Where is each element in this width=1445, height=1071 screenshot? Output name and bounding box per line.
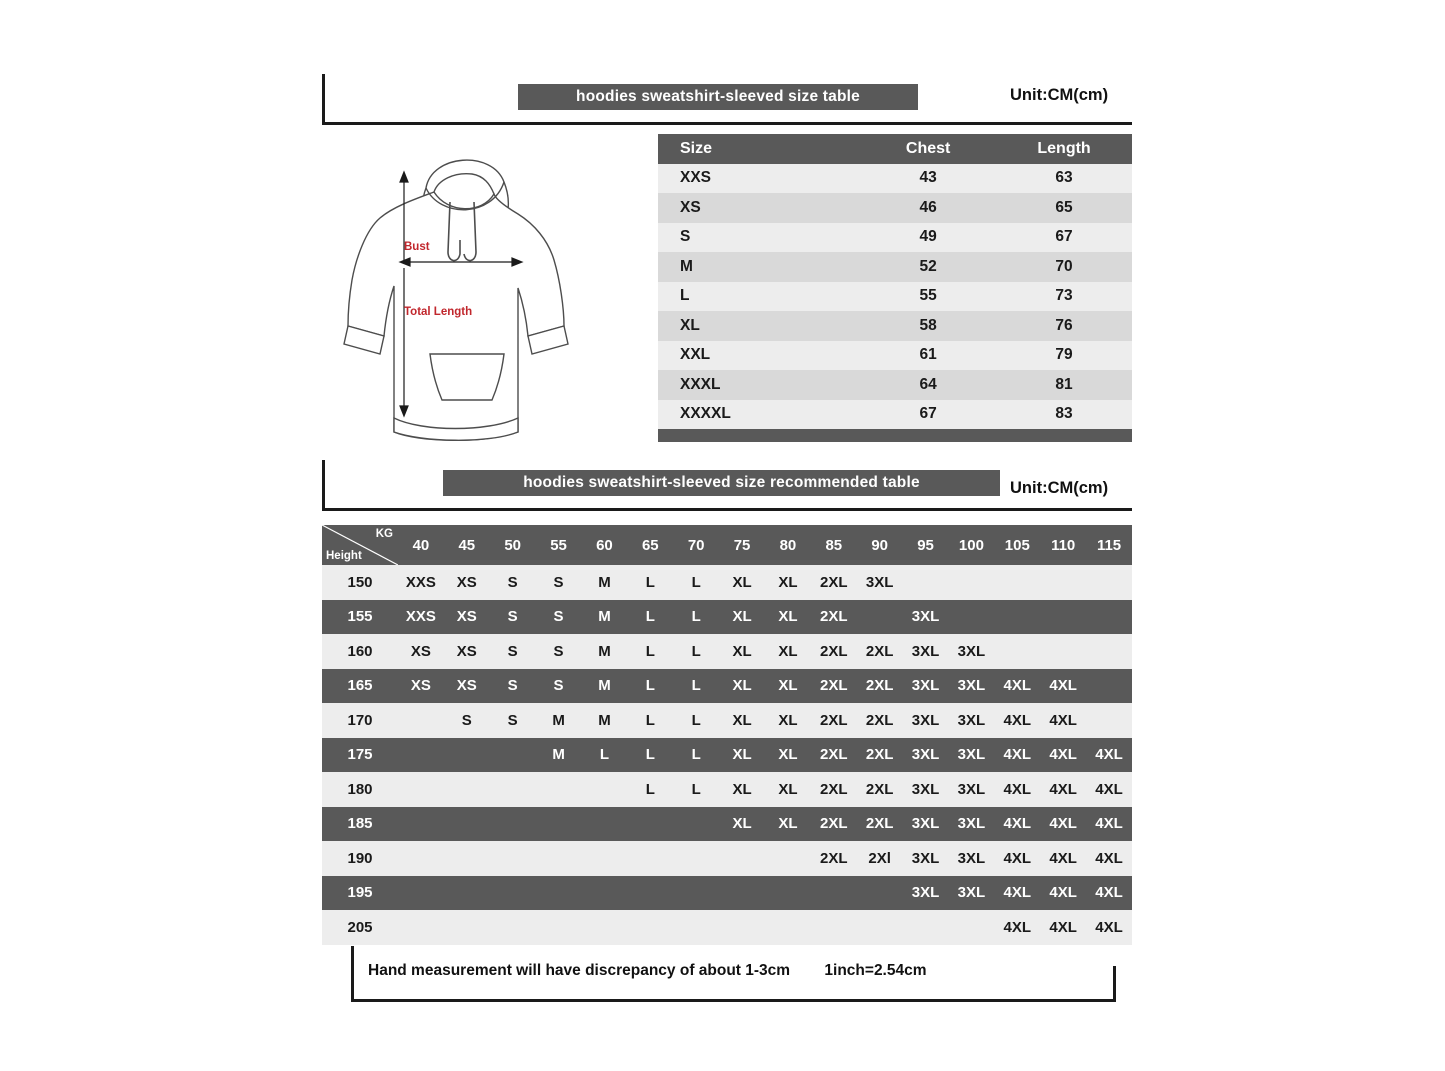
rec-cell: 4XL — [994, 738, 1040, 773]
rec-cell: 2XL — [811, 669, 857, 704]
height-label: 175 — [322, 738, 398, 773]
rec-cell — [673, 841, 719, 876]
cell-chest: 43 — [860, 164, 996, 194]
rec-cell — [444, 910, 490, 945]
rec-cell: 2XL — [811, 634, 857, 669]
rec-cell — [398, 910, 444, 945]
footer-note-text: Hand measurement will have discrepancy of about 1-3cm — [368, 962, 791, 979]
rec-cell — [444, 772, 490, 807]
rec-cell: XL — [719, 669, 765, 704]
table-row — [658, 311, 1132, 341]
rec-cell: L — [627, 772, 673, 807]
rec-cell: M — [582, 600, 628, 635]
table-row — [322, 738, 1132, 773]
size-table-footer-bar — [658, 429, 1132, 442]
rec-cell — [582, 841, 628, 876]
cell-length: 76 — [996, 311, 1132, 341]
rec-cell: XL — [719, 703, 765, 738]
rec-cell: 2XL — [857, 703, 903, 738]
rec-cell — [719, 876, 765, 911]
rec-cell — [490, 841, 536, 876]
cell-length: 79 — [996, 341, 1132, 371]
table-row — [322, 772, 1132, 807]
weight-header-60: 60 — [582, 525, 628, 565]
weight-header-90: 90 — [857, 525, 903, 565]
table-row — [322, 807, 1132, 842]
rec-cell: 3XL — [903, 738, 949, 773]
rec-cell: XS — [398, 669, 444, 704]
rec-cell: 4XL — [1086, 772, 1132, 807]
height-label: 170 — [322, 703, 398, 738]
rec-cell: S — [444, 703, 490, 738]
rec-cell: 3XL — [903, 634, 949, 669]
cell-length: 67 — [996, 223, 1132, 253]
rec-cell: 3XL — [903, 703, 949, 738]
rec-cell: 2XL — [811, 807, 857, 842]
cell-size: S — [658, 223, 860, 253]
cell-chest: 64 — [860, 370, 996, 400]
height-label: 195 — [322, 876, 398, 911]
rec-cell — [994, 600, 1040, 635]
rec-cell — [490, 807, 536, 842]
cell-length: 63 — [996, 164, 1132, 194]
rec-cell — [903, 910, 949, 945]
rec-cell — [582, 910, 628, 945]
cell-chest: 46 — [860, 193, 996, 223]
rec-cell: 4XL — [1086, 876, 1132, 911]
rec-cell — [811, 910, 857, 945]
rec-cell: 4XL — [1040, 807, 1086, 842]
rec-cell: XS — [444, 634, 490, 669]
cell-length: 65 — [996, 193, 1132, 223]
rec-divider — [322, 508, 1132, 511]
rec-cell — [857, 600, 903, 635]
weight-header-80: 80 — [765, 525, 811, 565]
rec-cell: S — [536, 600, 582, 635]
rec-cell: XL — [765, 565, 811, 600]
rec-cell: 4XL — [994, 669, 1040, 704]
table-row — [658, 341, 1132, 371]
weight-header-105: 105 — [994, 525, 1040, 565]
rec-cell: M — [536, 738, 582, 773]
col-length: Length — [996, 134, 1132, 164]
rec-cell: L — [673, 669, 719, 704]
rec-cell — [490, 772, 536, 807]
cell-chest: 61 — [860, 341, 996, 371]
cell-size: XXXXL — [658, 400, 860, 430]
rec-cell — [857, 876, 903, 911]
rec-cell: S — [536, 634, 582, 669]
footer-divider — [351, 999, 1116, 1002]
rec-cell: 3XL — [949, 703, 995, 738]
rec-cell: M — [582, 669, 628, 704]
rec-cell: 3XL — [903, 876, 949, 911]
rec-cell: 4XL — [1040, 910, 1086, 945]
rec-cell: S — [536, 565, 582, 600]
rec-cell — [490, 876, 536, 911]
rec-cell: 4XL — [1040, 841, 1086, 876]
top-divider — [322, 122, 1132, 125]
rec-cell — [719, 841, 765, 876]
size-table-header-row — [658, 134, 1132, 164]
rec-cell — [765, 910, 811, 945]
weight-header-100: 100 — [949, 525, 995, 565]
table-row — [322, 703, 1132, 738]
weight-header-75: 75 — [719, 525, 765, 565]
rec-cell: XS — [398, 634, 444, 669]
rec-cell: S — [490, 703, 536, 738]
rec-cell: XL — [765, 738, 811, 773]
table-row — [658, 370, 1132, 400]
rec-cell: 4XL — [994, 807, 1040, 842]
height-label: 190 — [322, 841, 398, 876]
rec-cell — [398, 876, 444, 911]
rec-cell — [398, 703, 444, 738]
rec-cell — [444, 807, 490, 842]
table-row — [658, 400, 1132, 430]
rec-left-bracket — [322, 460, 325, 511]
footer-bar-cell — [658, 429, 1132, 442]
rec-cell: 3XL — [949, 634, 995, 669]
height-label: 155 — [322, 600, 398, 635]
rec-cell — [673, 910, 719, 945]
rec-cell — [1040, 600, 1086, 635]
total-length-label: Total Length — [404, 306, 473, 318]
rec-cell: 2XL — [811, 772, 857, 807]
rec-table-unit-label: Unit:CM(cm) — [1010, 479, 1109, 497]
rec-cell: 2XL — [857, 738, 903, 773]
rec-cell: 4XL — [1040, 738, 1086, 773]
cell-size: M — [658, 252, 860, 282]
rec-cell — [536, 910, 582, 945]
rec-cell: XL — [719, 600, 765, 635]
table-row — [658, 223, 1132, 253]
rec-cell: 3XL — [903, 772, 949, 807]
rec-cell — [398, 772, 444, 807]
rec-cell — [582, 876, 628, 911]
top-left-bracket — [322, 74, 325, 125]
rec-cell — [765, 841, 811, 876]
rec-cell: M — [582, 634, 628, 669]
weight-header-55: 55 — [536, 525, 582, 565]
rec-cell: S — [490, 634, 536, 669]
rec-cell: 2XL — [857, 807, 903, 842]
rec-cell — [1086, 565, 1132, 600]
recommended-size-table — [322, 525, 1132, 945]
height-label: 150 — [322, 565, 398, 600]
rec-cell — [1086, 600, 1132, 635]
size-table-title-banner: hoodies sweatshirt-sleeved size table — [518, 84, 918, 110]
cell-length: 73 — [996, 282, 1132, 312]
rec-cell — [444, 876, 490, 911]
col-size: Size — [658, 134, 860, 164]
weight-header-85: 85 — [811, 525, 857, 565]
hoodie-svg — [322, 140, 622, 450]
rec-cell: M — [536, 703, 582, 738]
rec-cell — [811, 876, 857, 911]
rec-cell: XL — [719, 738, 765, 773]
rec-cell: 2XL — [811, 703, 857, 738]
rec-cell: 2XL — [857, 669, 903, 704]
rec-cell: M — [582, 565, 628, 600]
kg-axis-label: KG — [375, 528, 393, 540]
rec-cell: 3XL — [903, 669, 949, 704]
weight-header-110: 110 — [1040, 525, 1086, 565]
rec-cell: L — [627, 669, 673, 704]
cell-size: L — [658, 282, 860, 312]
rec-cell — [582, 772, 628, 807]
height-label: 185 — [322, 807, 398, 842]
table-row — [322, 910, 1132, 945]
rec-cell: L — [627, 738, 673, 773]
rec-cell: 4XL — [1086, 841, 1132, 876]
rec-cell: L — [582, 738, 628, 773]
footer-left-bracket — [351, 946, 354, 1002]
cell-size: XL — [658, 311, 860, 341]
rec-cell — [994, 565, 1040, 600]
rec-cell: XXS — [398, 600, 444, 635]
weight-header-50: 50 — [490, 525, 536, 565]
rec-cell — [490, 910, 536, 945]
rec-cell: L — [673, 634, 719, 669]
rec-cell — [536, 876, 582, 911]
rec-cell: 4XL — [1040, 669, 1086, 704]
rec-cell: L — [673, 738, 719, 773]
rec-cell — [536, 772, 582, 807]
cell-length: 70 — [996, 252, 1132, 282]
rec-cell: 3XL — [949, 669, 995, 704]
rec-cell — [1040, 634, 1086, 669]
weight-header-40: 40 — [398, 525, 444, 565]
rec-cell: 4XL — [994, 910, 1040, 945]
rec-cell: 4XL — [994, 841, 1040, 876]
rec-cell: 2XL — [811, 565, 857, 600]
rec-cell — [398, 807, 444, 842]
rec-cell — [444, 841, 490, 876]
height-label: 160 — [322, 634, 398, 669]
rec-cell: XS — [444, 565, 490, 600]
footer-inch-text: 1inch=2.54cm — [824, 962, 927, 979]
rec-cell: 2XL — [811, 738, 857, 773]
rec-cell: 3XL — [949, 876, 995, 911]
corner-header-cell — [322, 525, 398, 565]
rec-cell: 2XL — [811, 600, 857, 635]
cell-length: 83 — [996, 400, 1132, 430]
rec-cell: L — [673, 703, 719, 738]
cell-chest: 67 — [860, 400, 996, 430]
rec-cell: 4XL — [994, 876, 1040, 911]
rec-cell: S — [490, 600, 536, 635]
weight-header-115: 115 — [1086, 525, 1132, 565]
rec-cell: 2Xl — [857, 841, 903, 876]
rec-cell: 4XL — [994, 703, 1040, 738]
rec-cell: L — [627, 565, 673, 600]
footer-right-bracket — [1113, 966, 1116, 1002]
rec-cell: XL — [719, 634, 765, 669]
rec-cell: XL — [765, 772, 811, 807]
rec-cell — [673, 876, 719, 911]
table-row — [658, 164, 1132, 194]
rec-cell — [1086, 634, 1132, 669]
rec-cell — [719, 910, 765, 945]
rec-cell — [398, 738, 444, 773]
rec-cell — [536, 807, 582, 842]
rec-cell — [1086, 703, 1132, 738]
rec-cell: L — [627, 600, 673, 635]
height-label: 205 — [322, 910, 398, 945]
rec-cell: M — [582, 703, 628, 738]
cell-size: XXS — [658, 164, 860, 194]
cell-chest: 49 — [860, 223, 996, 253]
rec-cell: 3XL — [949, 841, 995, 876]
rec-cell — [949, 600, 995, 635]
rec-cell: 2XL — [857, 634, 903, 669]
size-table-unit-label: Unit:CM(cm) — [1010, 86, 1109, 104]
rec-cell: XL — [719, 565, 765, 600]
table-row — [322, 841, 1132, 876]
rec-cell: XL — [765, 669, 811, 704]
rec-cell: 4XL — [1086, 738, 1132, 773]
rec-cell: XS — [444, 600, 490, 635]
rec-cell — [444, 738, 490, 773]
rec-cell: XXS — [398, 565, 444, 600]
rec-cell: 3XL — [949, 738, 995, 773]
cell-size: XS — [658, 193, 860, 223]
rec-cell — [673, 807, 719, 842]
rec-table-title-banner: hoodies sweatshirt-sleeved size recommended table — [443, 470, 1000, 496]
rec-header-row — [322, 525, 1132, 565]
cell-chest: 58 — [860, 311, 996, 341]
rec-cell — [536, 841, 582, 876]
table-row — [658, 282, 1132, 312]
rec-cell: L — [627, 634, 673, 669]
weight-header-70: 70 — [673, 525, 719, 565]
table-row — [322, 876, 1132, 911]
rec-cell — [765, 876, 811, 911]
rec-cell: XS — [444, 669, 490, 704]
height-axis-label: Height — [326, 550, 362, 562]
rec-cell: 4XL — [1086, 910, 1132, 945]
cell-size: XXL — [658, 341, 860, 371]
rec-cell: 4XL — [994, 772, 1040, 807]
rec-cell: 4XL — [1040, 772, 1086, 807]
rec-cell: 3XL — [903, 807, 949, 842]
rec-cell: 3XL — [949, 772, 995, 807]
height-label: 180 — [322, 772, 398, 807]
rec-cell: XL — [719, 772, 765, 807]
rec-cell: 3XL — [903, 841, 949, 876]
rec-cell: L — [627, 703, 673, 738]
footer-note — [368, 962, 927, 980]
rec-cell: S — [490, 669, 536, 704]
rec-cell: 2XL — [857, 772, 903, 807]
cell-chest: 52 — [860, 252, 996, 282]
table-row — [322, 565, 1132, 600]
col-chest: Chest — [860, 134, 996, 164]
weight-header-95: 95 — [903, 525, 949, 565]
rec-cell: L — [673, 565, 719, 600]
weight-header-65: 65 — [627, 525, 673, 565]
rec-cell — [398, 841, 444, 876]
rec-cell: XL — [765, 703, 811, 738]
rec-cell: 3XL — [857, 565, 903, 600]
bust-label: Bust — [404, 241, 430, 253]
rec-cell: 2XL — [811, 841, 857, 876]
rec-cell — [627, 876, 673, 911]
size-table — [658, 134, 1132, 442]
rec-cell: S — [536, 669, 582, 704]
rec-cell: L — [673, 772, 719, 807]
table-row — [658, 252, 1132, 282]
rec-cell: 4XL — [1040, 876, 1086, 911]
rec-cell: XL — [765, 600, 811, 635]
rec-cell: 3XL — [903, 600, 949, 635]
rec-cell: L — [673, 600, 719, 635]
rec-cell: S — [490, 565, 536, 600]
rec-cell — [582, 807, 628, 842]
rec-cell: XL — [765, 634, 811, 669]
cell-length: 81 — [996, 370, 1132, 400]
height-label: 165 — [322, 669, 398, 704]
table-row — [658, 193, 1132, 223]
hoodie-illustration — [322, 140, 622, 450]
rec-cell — [1040, 565, 1086, 600]
table-row — [322, 669, 1132, 704]
table-row — [322, 600, 1132, 635]
rec-cell: 4XL — [1040, 703, 1086, 738]
table-row — [322, 634, 1132, 669]
rec-cell — [994, 634, 1040, 669]
weight-header-45: 45 — [444, 525, 490, 565]
rec-cell: 3XL — [949, 807, 995, 842]
cell-size: XXXL — [658, 370, 860, 400]
rec-cell — [949, 910, 995, 945]
rec-cell: XL — [719, 807, 765, 842]
rec-cell: XL — [765, 807, 811, 842]
rec-cell — [490, 738, 536, 773]
rec-cell: 4XL — [1086, 807, 1132, 842]
rec-cell — [627, 910, 673, 945]
rec-cell — [949, 565, 995, 600]
cell-chest: 55 — [860, 282, 996, 312]
rec-cell — [857, 910, 903, 945]
rec-cell — [903, 565, 949, 600]
rec-cell — [627, 807, 673, 842]
rec-cell — [627, 841, 673, 876]
rec-cell — [1086, 669, 1132, 704]
